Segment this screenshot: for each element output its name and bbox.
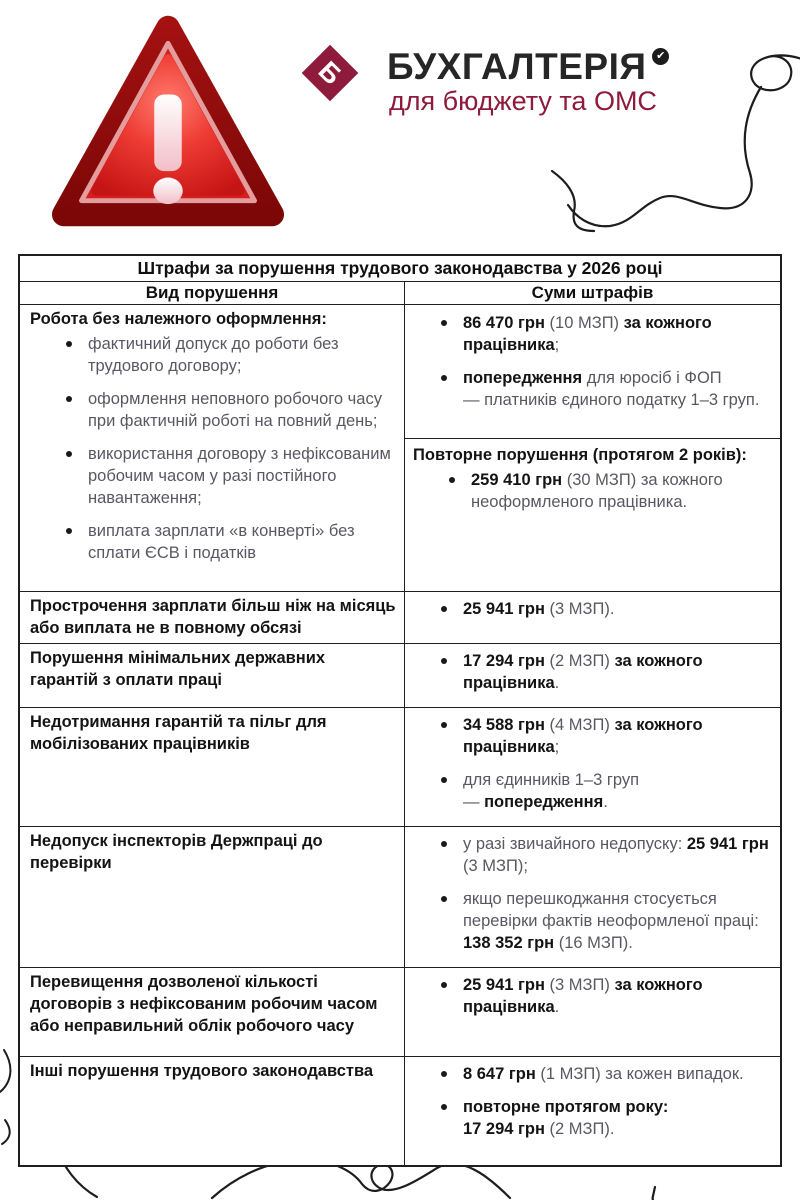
table-row bbox=[20, 644, 780, 708]
violation-cell: Інші порушення трудового законодавства bbox=[20, 1057, 405, 1165]
table-row bbox=[20, 1057, 780, 1165]
fine-bullet-list bbox=[405, 598, 774, 620]
brand-name: БУХГАЛТЕРІЯ ✔ bbox=[387, 46, 669, 88]
table-row bbox=[20, 827, 780, 968]
fine-cell bbox=[405, 305, 780, 591]
brand-mark-letter: Б bbox=[312, 55, 348, 91]
bullet-item: використання договору з нефіксованим робочим часом у разі постійного навантаження; bbox=[88, 445, 391, 507]
bullet-item: 34 588 грн (4 МЗП) за кожного працівника; bbox=[463, 714, 770, 758]
column-header-violation: Вид порушення bbox=[20, 282, 405, 304]
violation-cell: Недотримання гарантій та пільг для мобілізованих працівників bbox=[20, 708, 405, 826]
bullet-item: у разі звичайного недопуску: 25 941 грн (3 МЗП); bbox=[463, 835, 769, 875]
fine-bullet-list bbox=[413, 469, 774, 513]
exclamation-glyph bbox=[154, 94, 182, 171]
bullet-item: фактичний допуск до роботи без трудового договору; bbox=[88, 333, 392, 377]
warning-triangle-icon bbox=[50, 6, 286, 238]
bullet-item: 259 410 грн (30 МЗП) за кожного неоформленого працівника. bbox=[471, 469, 770, 513]
bullet-item: попередження для юросіб і ФОП — платників єдиного податку 1–3 груп. bbox=[463, 367, 770, 411]
table-row bbox=[20, 305, 780, 592]
table-row bbox=[20, 592, 780, 644]
table-row bbox=[20, 708, 780, 827]
violation-cell: Робота без належного оформлення: фактичний допуск до роботи без трудового договору; оформлення неповного робочого часу при фактичній роботі на повний день; використання договору з нефіксованим робочим часом у разі постійного навантаження; виплата зарплати «в конверті» без сплати ЄСВ і податків bbox=[20, 305, 405, 591]
fine-cell bbox=[405, 968, 780, 1056]
bullet-item: 8 647 грн (1 МЗП) за кожен випадок. bbox=[463, 1063, 770, 1085]
fine-bullet-list bbox=[405, 1063, 774, 1140]
violation-cell: Порушення мінімальних державних гарантій з оплати праці bbox=[20, 644, 405, 707]
fine-cell bbox=[405, 1057, 780, 1165]
fine-cell bbox=[405, 644, 780, 707]
fine-cell bbox=[405, 592, 780, 643]
fine-primary-block bbox=[405, 305, 780, 439]
bullet-item: для єдинників 1–3 груп — попередження. bbox=[463, 769, 770, 813]
bullet-item: 25 941 грн (3 МЗП). bbox=[463, 598, 770, 620]
bullet-item: 17 294 грн (2 МЗП) за кожного працівника. bbox=[463, 650, 770, 694]
violation-cell: Недопуск інспекторів Держпраці до перевірки bbox=[20, 827, 405, 967]
bullet-item: 25 941 грн (3 МЗП) за кожного працівника. bbox=[463, 974, 770, 1018]
violation-bullet-list bbox=[30, 333, 396, 564]
fine-bullet-list bbox=[405, 714, 774, 813]
violation-cell: Прострочення зарплати більш ніж на місяць або виплата не в повному обсязі bbox=[20, 592, 405, 643]
bullet-item: 86 470 грн (10 МЗП) за кожного працівника; bbox=[463, 312, 770, 356]
fine-repeat-block: Повторне порушення (протягом 2 років): 259 410 грн (30 МЗП) за кожного неоформленого працівника. bbox=[405, 439, 780, 526]
verified-badge-icon: ✔ bbox=[652, 48, 669, 65]
brand-diamond-icon bbox=[302, 45, 359, 102]
bullet-item: оформлення неповного робочого часу при фактичній роботі на повний день; bbox=[88, 388, 392, 432]
violation-cell: Перевищення дозволеної кількості договорів з нефіксованим робочим часом або неправильний облік робочого часу bbox=[20, 968, 405, 1056]
table-header-row bbox=[20, 282, 780, 305]
bullet-item: виплата зарплати «в конверті» без сплати ЄСВ і податків bbox=[88, 520, 392, 564]
fine-bullet-list bbox=[405, 833, 774, 954]
brand-tagline: для бюджету та ОМС bbox=[389, 86, 657, 116]
fine-bullet-list bbox=[405, 650, 774, 694]
fine-cell bbox=[405, 827, 780, 967]
table-title: Штрафи за порушення трудового законодавства у 2026 році bbox=[20, 256, 780, 282]
fine-bullet-list bbox=[405, 312, 774, 411]
fine-cell bbox=[405, 708, 780, 826]
table-row bbox=[20, 968, 780, 1057]
fines-table bbox=[18, 254, 782, 1167]
bullet-item: повторне протягом року: 17 294 грн (2 МЗП). bbox=[463, 1096, 770, 1140]
fine-bullet-list bbox=[405, 974, 774, 1018]
bullet-item: якщо перешкоджання стосується перевірки фактів неоформленої праці: 138 352 грн (16 МЗП). bbox=[463, 888, 770, 954]
column-header-fines: Суми штрафів bbox=[531, 283, 654, 302]
